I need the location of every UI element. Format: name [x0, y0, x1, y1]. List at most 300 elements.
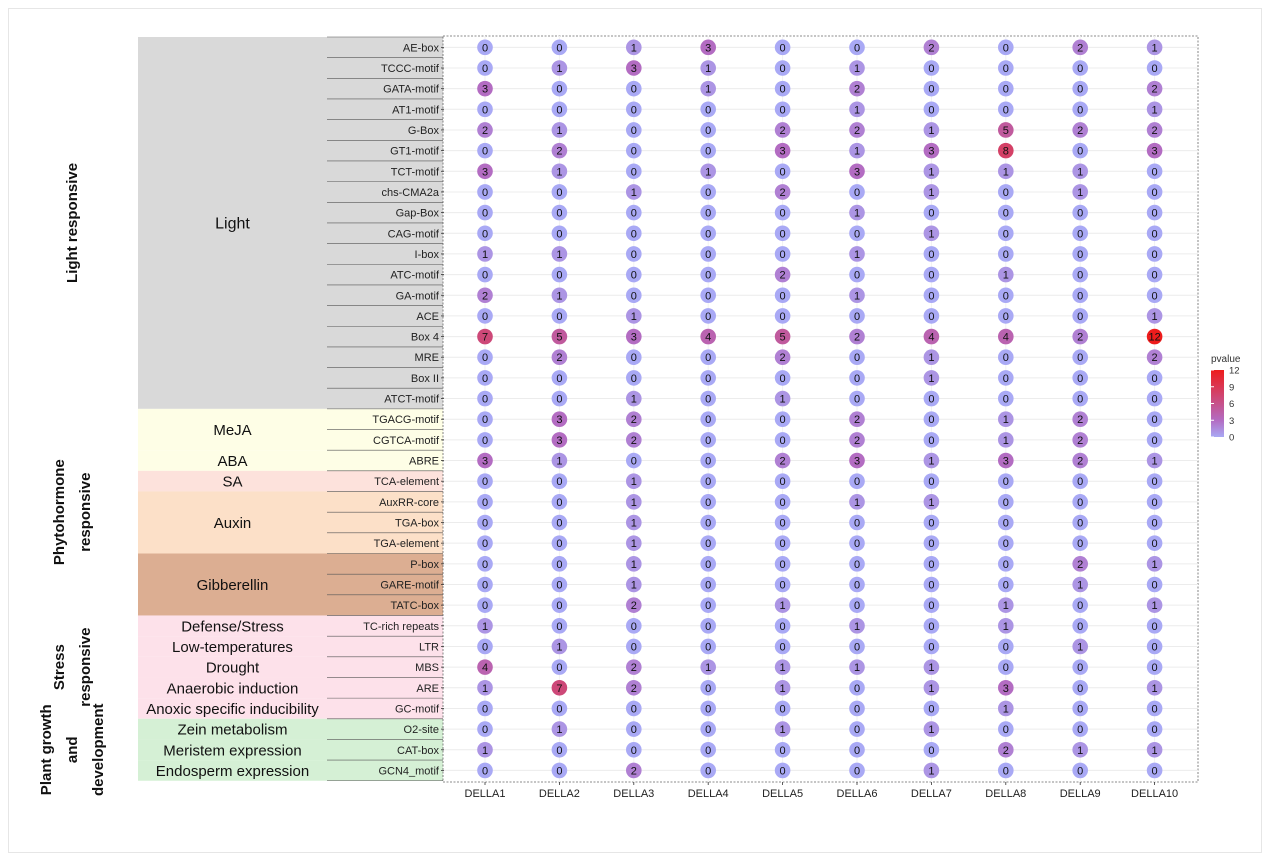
y-tick-label: MBS	[415, 662, 439, 675]
cell-value: 0	[928, 641, 935, 654]
cell-value: 1	[779, 682, 786, 695]
cell-value: 0	[1077, 269, 1084, 282]
category-label: Anoxic specific inducibility	[146, 700, 319, 718]
cell-value: 0	[1002, 662, 1009, 675]
cell-value: 2	[481, 290, 489, 303]
y-tick-label: CAT-box	[397, 744, 439, 757]
cell-value: 0	[779, 434, 786, 447]
cell-value: 0	[705, 414, 712, 427]
cell-value: 0	[556, 765, 563, 778]
cell-value: 0	[1002, 186, 1009, 199]
cell-value: 1	[853, 620, 861, 633]
cell-value: 0	[853, 558, 861, 571]
cell-value: 1	[630, 579, 637, 592]
cell-value: 2	[1151, 352, 1158, 365]
legend-tick-label: 6	[1229, 399, 1235, 410]
cell-value: 0	[630, 228, 637, 241]
cell-value: 0	[1151, 517, 1158, 530]
y-tick-label: ATC-motif	[390, 269, 439, 282]
cell-value: 0	[1002, 290, 1009, 303]
y-tick-label: GT1-motif	[390, 145, 439, 158]
cell-value: 1	[1151, 310, 1158, 323]
cell-value: 1	[853, 145, 861, 158]
cell-value: 0	[1002, 765, 1009, 778]
cell-value: 0	[481, 310, 489, 323]
cell-value: 0	[1077, 765, 1084, 778]
cell-value: 0	[630, 372, 637, 385]
cell-value: 2	[1151, 83, 1158, 96]
cell-value: 0	[853, 579, 861, 592]
cell-value: 0	[1151, 538, 1158, 551]
cell-value: 0	[1002, 558, 1009, 571]
cell-value: 1	[705, 166, 712, 179]
cell-value: 0	[705, 310, 712, 323]
cell-value: 1	[1002, 600, 1009, 613]
cell-value: 1	[630, 42, 637, 55]
cell-value: 1	[630, 538, 637, 551]
cell-value: 1	[481, 682, 489, 695]
cell-value: 0	[1151, 496, 1158, 509]
cell-value: 0	[1077, 104, 1084, 117]
cell-value: 0	[481, 228, 489, 241]
cell-value: 0	[1002, 538, 1009, 551]
cell-value: 2	[1077, 42, 1084, 55]
cell-value: 3	[705, 42, 712, 55]
cell-value: 1	[1002, 434, 1009, 447]
cell-value: 1	[630, 558, 637, 571]
cell-value: 0	[556, 620, 563, 633]
cell-value: 2	[630, 682, 637, 695]
cell-value: 0	[1077, 496, 1084, 509]
y-tick-label: CGTCA-motif	[373, 434, 439, 447]
cell-value: 1	[928, 765, 935, 778]
cell-value: 0	[779, 228, 786, 241]
x-tick-label: DELLA2	[538, 788, 580, 800]
cell-value: 0	[928, 393, 935, 406]
cell-value: 0	[1077, 682, 1084, 695]
cell-value: 1	[928, 372, 935, 385]
category-label: Endosperm expression	[155, 762, 310, 780]
cell-value: 0	[630, 290, 637, 303]
y-tick-label: ARE	[416, 682, 439, 695]
cell-value: 0	[928, 207, 935, 220]
cell-value: 0	[853, 42, 861, 55]
cell-value: 0	[928, 62, 935, 75]
legend-title: pvalue	[1211, 354, 1241, 365]
cell-value: 0	[630, 269, 637, 282]
cell-value: 0	[556, 600, 563, 613]
cell-value: 0	[779, 62, 786, 75]
category-label: MeJA	[213, 422, 252, 440]
cell-value: 1	[556, 641, 563, 654]
cell-value: 0	[928, 414, 935, 427]
cell-value: 0	[481, 42, 489, 55]
cell-value: 7	[556, 682, 563, 695]
cell-value: 0	[779, 517, 786, 530]
cell-value: 0	[853, 538, 861, 551]
cell-value: 0	[1151, 765, 1158, 778]
cell-value: 0	[1002, 393, 1009, 406]
cell-value: 0	[1077, 538, 1084, 551]
cell-value: 0	[705, 228, 712, 241]
y-tick-label: GARE-motif	[380, 579, 439, 592]
y-tick-label: I-box	[414, 248, 439, 261]
cell-value: 0	[853, 393, 861, 406]
cell-value: 0	[481, 62, 489, 75]
cell-value: 0	[630, 352, 637, 365]
cell-value: 2	[853, 83, 861, 96]
y-tick-label: TCA-element	[374, 476, 439, 489]
category-label: Defense/Stress	[181, 618, 284, 636]
category-label: ABA	[217, 453, 248, 471]
cell-value: 0	[705, 186, 712, 199]
cell-value: 1	[630, 476, 637, 489]
cell-value: 1	[928, 662, 935, 675]
y-tick-label: TGACG-motif	[372, 414, 439, 427]
y-tick-label: ACE	[416, 310, 439, 323]
cell-value: 0	[1002, 310, 1009, 323]
cell-value: 0	[928, 558, 935, 571]
cell-value: 0	[1151, 62, 1158, 75]
cell-value: 0	[1151, 186, 1158, 199]
cell-value: 0	[1077, 372, 1084, 385]
cell-value: 0	[1077, 393, 1084, 406]
cell-value: 0	[481, 269, 489, 282]
group-label-2: responsive	[76, 627, 94, 707]
cell-value: 0	[481, 558, 489, 571]
cell-value: 0	[779, 42, 786, 55]
legend-tick-label: 12	[1229, 365, 1240, 377]
cell-value: 3	[853, 455, 861, 468]
cell-value: 0	[1077, 207, 1084, 220]
cell-value: 0	[1151, 662, 1158, 675]
cell-value: 0	[853, 310, 861, 323]
cell-value: 1	[853, 662, 861, 675]
cell-value: 0	[779, 703, 786, 716]
cell-value: 3	[630, 62, 637, 75]
cell-value: 0	[779, 558, 786, 571]
category-label: Zein metabolism	[177, 721, 288, 739]
cell-value: 0	[630, 145, 637, 158]
cell-value: 0	[1002, 641, 1009, 654]
cell-value: 1	[853, 248, 861, 261]
cell-value: 0	[1002, 372, 1009, 385]
cell-value: 0	[779, 248, 786, 261]
x-tick-label: DELLA9	[1059, 788, 1101, 800]
cell-value: 0	[481, 207, 489, 220]
cell-value: 0	[481, 765, 489, 778]
cell-value: 0	[1077, 62, 1084, 75]
cell-value: 0	[779, 744, 786, 757]
cell-value: 0	[630, 104, 637, 117]
cell-value: 0	[853, 682, 861, 695]
group-label-3: and	[63, 736, 81, 764]
cell-value: 1	[779, 600, 786, 613]
cell-value: 0	[1077, 620, 1084, 633]
category-label: Drought	[205, 659, 260, 677]
x-tick-label: DELLA3	[613, 788, 655, 800]
x-tick-label: DELLA1	[464, 788, 506, 800]
cell-value: 0	[630, 248, 637, 261]
cell-value: 0	[705, 207, 712, 220]
cell-value: 0	[853, 724, 861, 737]
cell-value: 0	[928, 248, 935, 261]
cell-value: 0	[481, 145, 489, 158]
cell-value: 1	[853, 496, 861, 509]
cell-value: 4	[481, 662, 489, 675]
cell-value: 1	[1002, 703, 1009, 716]
cell-value: 1	[630, 496, 637, 509]
cell-value: 1	[1002, 269, 1009, 282]
y-tick-label: TCT-motif	[390, 166, 439, 179]
cell-value: 5	[556, 331, 563, 344]
y-tick-label: TATC-box	[390, 600, 439, 613]
cell-value: 1	[556, 455, 563, 468]
cell-value: 0	[779, 579, 786, 592]
cell-value: 1	[556, 166, 563, 179]
cell-value: 0	[928, 744, 935, 757]
cell-value: 1	[630, 310, 637, 323]
y-tick-label: AuxRR-core	[379, 496, 439, 509]
cell-value: 0	[556, 104, 563, 117]
cell-value: 0	[1002, 352, 1009, 365]
cell-value: 0	[481, 517, 489, 530]
cell-value: 2	[630, 434, 637, 447]
cell-value: 0	[1002, 496, 1009, 509]
cell-value: 0	[779, 496, 786, 509]
cell-value: 2	[779, 186, 786, 199]
cell-value: 2	[630, 765, 637, 778]
cell-value: 1	[853, 207, 861, 220]
cell-value: 0	[928, 579, 935, 592]
cell-value: 0	[481, 414, 489, 427]
cell-value: 3	[481, 83, 489, 96]
cell-value: 0	[1077, 228, 1084, 241]
x-tick-label: DELLA6	[836, 788, 878, 800]
cell-value: 1	[1151, 682, 1158, 695]
cell-value: 1	[1151, 42, 1158, 55]
cell-value: 0	[779, 641, 786, 654]
cell-value: 0	[556, 703, 563, 716]
cell-value: 1	[556, 124, 563, 137]
category-label: Anaerobic induction	[166, 680, 299, 698]
cell-value: 0	[779, 476, 786, 489]
cell-value: 0	[1151, 414, 1158, 427]
cell-value: 0	[481, 579, 489, 592]
cell-value: 0	[481, 703, 489, 716]
cell-value: 0	[705, 269, 712, 282]
cell-value: 1	[1151, 104, 1158, 117]
cell-value: 0	[630, 641, 637, 654]
cell-value: 1	[481, 248, 489, 261]
cell-value: 1	[1002, 414, 1009, 427]
cell-value: 0	[481, 538, 489, 551]
cell-value: 0	[705, 724, 712, 737]
cell-value: 1	[705, 62, 712, 75]
cell-value: 3	[556, 414, 563, 427]
y-tick-label: AT1-motif	[392, 104, 439, 117]
cell-value: 0	[1151, 207, 1158, 220]
cell-value: 0	[1151, 703, 1158, 716]
cell-value: 0	[556, 269, 563, 282]
cell-value: 0	[556, 207, 563, 220]
cell-value: 0	[853, 600, 861, 613]
cell-value: 0	[556, 42, 563, 55]
y-tick-label: GCN4_motif	[378, 765, 439, 778]
cell-value: 2	[853, 331, 861, 344]
cell-value: 0	[1002, 228, 1009, 241]
cell-value: 1	[928, 455, 935, 468]
cell-value: 0	[556, 228, 563, 241]
cell-value: 0	[928, 517, 935, 530]
category-label: Gibberellin	[196, 576, 269, 594]
cell-value: 1	[853, 62, 861, 75]
cell-value: 0	[928, 83, 935, 96]
cell-value: 0	[556, 517, 563, 530]
y-tick-label: MRE	[414, 352, 439, 365]
cell-value: 0	[779, 207, 786, 220]
cell-value: 1	[1151, 558, 1158, 571]
cell-value: 2	[853, 414, 861, 427]
cell-value: 0	[705, 496, 712, 509]
cell-value: 4	[1002, 331, 1009, 344]
cell-value: 0	[1151, 393, 1158, 406]
cell-value: 2	[1077, 124, 1084, 137]
cell-value: 2	[1077, 558, 1084, 571]
category-band-2	[138, 450, 443, 471]
cell-value: 0	[556, 310, 563, 323]
y-tick-label: chs-CMA2a	[381, 186, 439, 199]
cell-value: 0	[853, 228, 861, 241]
y-tick-label: Gap-Box	[395, 207, 439, 220]
cell-value: 0	[481, 372, 489, 385]
cell-value: 0	[928, 476, 935, 489]
cell-value: 0	[853, 703, 861, 716]
cell-value: 1	[853, 290, 861, 303]
cell-value: 1	[1077, 166, 1084, 179]
y-tick-label: ATCT-motif	[384, 393, 439, 406]
cell-value: 0	[705, 558, 712, 571]
cell-value: 2	[928, 42, 935, 55]
cell-value: 0	[1077, 517, 1084, 530]
cell-value: 0	[705, 145, 712, 158]
y-tick-label: Box II	[410, 372, 439, 385]
cell-value: 0	[1077, 476, 1084, 489]
cell-value: 2	[556, 352, 563, 365]
y-tick-label: O2-site	[403, 724, 439, 737]
cell-value: 1	[1151, 600, 1158, 613]
cell-value: 0	[1002, 207, 1009, 220]
y-tick-label: GATA-motif	[383, 83, 439, 96]
cell-value: 0	[481, 186, 489, 199]
cell-value: 0	[705, 124, 712, 137]
y-tick-label: TC-rich repeats	[363, 620, 439, 633]
y-tick-label: AE-box	[402, 42, 439, 55]
cell-value: 0	[481, 352, 489, 365]
cell-value: 1	[928, 352, 935, 365]
cell-value: 4	[928, 331, 935, 344]
cell-value: 2	[630, 600, 637, 613]
cell-value: 0	[1151, 620, 1158, 633]
cell-value: 2	[779, 455, 786, 468]
cell-value: 3	[556, 434, 563, 447]
cell-value: 3	[630, 331, 637, 344]
cell-value: 0	[1077, 248, 1084, 261]
cell-value: 0	[705, 765, 712, 778]
cell-value: 0	[853, 517, 861, 530]
cell-value: 0	[556, 579, 563, 592]
cell-value: 1	[779, 393, 786, 406]
cell-value: 0	[1151, 166, 1158, 179]
y-tick-label: LTR	[419, 641, 439, 654]
cell-value: 1	[928, 496, 935, 509]
cell-value: 1	[705, 83, 712, 96]
cell-value: 2	[1077, 414, 1084, 427]
cell-value: 0	[1077, 145, 1084, 158]
cell-value: 2	[630, 414, 637, 427]
cell-value: 1	[928, 724, 935, 737]
cell-value: 0	[1151, 228, 1158, 241]
cell-value: 0	[853, 372, 861, 385]
cell-value: 1	[1077, 186, 1084, 199]
cell-value: 1	[630, 517, 637, 530]
cell-value: 0	[779, 310, 786, 323]
category-label: Meristem expression	[163, 742, 302, 760]
y-tick-label: TGA-box	[394, 517, 439, 530]
cell-value: 0	[630, 620, 637, 633]
cell-value: 0	[630, 724, 637, 737]
cell-value: 0	[705, 682, 712, 695]
cell-value: 0	[853, 352, 861, 365]
cell-value: 0	[928, 104, 935, 117]
cell-value: 2	[556, 145, 563, 158]
cell-value: 2	[779, 352, 786, 365]
category-label: Light	[215, 215, 250, 233]
cell-value: 0	[556, 372, 563, 385]
cell-value: 3	[928, 145, 935, 158]
cell-value: 0	[1077, 703, 1084, 716]
cell-value: 1	[928, 186, 935, 199]
cell-value: 0	[1002, 476, 1009, 489]
cell-value: 0	[556, 662, 563, 675]
x-tick-label: DELLA10	[1131, 788, 1179, 800]
cell-value: 0	[1077, 662, 1084, 675]
cell-value: 0	[1002, 517, 1009, 530]
cell-value: 0	[1151, 579, 1158, 592]
cell-value: 0	[705, 579, 712, 592]
cell-value: 0	[481, 476, 489, 489]
y-tick-label: TGA-element	[373, 538, 439, 551]
y-tick-label: GA-motif	[395, 290, 439, 303]
cell-value: 3	[1151, 145, 1158, 158]
cell-value: 0	[705, 104, 712, 117]
group-label-0: Light responsive	[63, 162, 81, 283]
cell-value: 1	[1002, 166, 1009, 179]
cell-value: 0	[1002, 104, 1009, 117]
cell-value: 0	[705, 434, 712, 447]
cell-value: 4	[705, 331, 712, 344]
y-tick-label: G-Box	[407, 124, 439, 137]
cell-value: 0	[779, 166, 786, 179]
cell-value: 0	[705, 641, 712, 654]
cell-value: 0	[705, 600, 712, 613]
y-tick-label: CAG-motif	[387, 228, 439, 241]
x-tick-label: DELLA4	[687, 788, 729, 800]
cell-value: 0	[779, 290, 786, 303]
cell-value: 0	[1151, 434, 1158, 447]
cell-value: 0	[556, 186, 563, 199]
cell-value: 1	[928, 228, 935, 241]
